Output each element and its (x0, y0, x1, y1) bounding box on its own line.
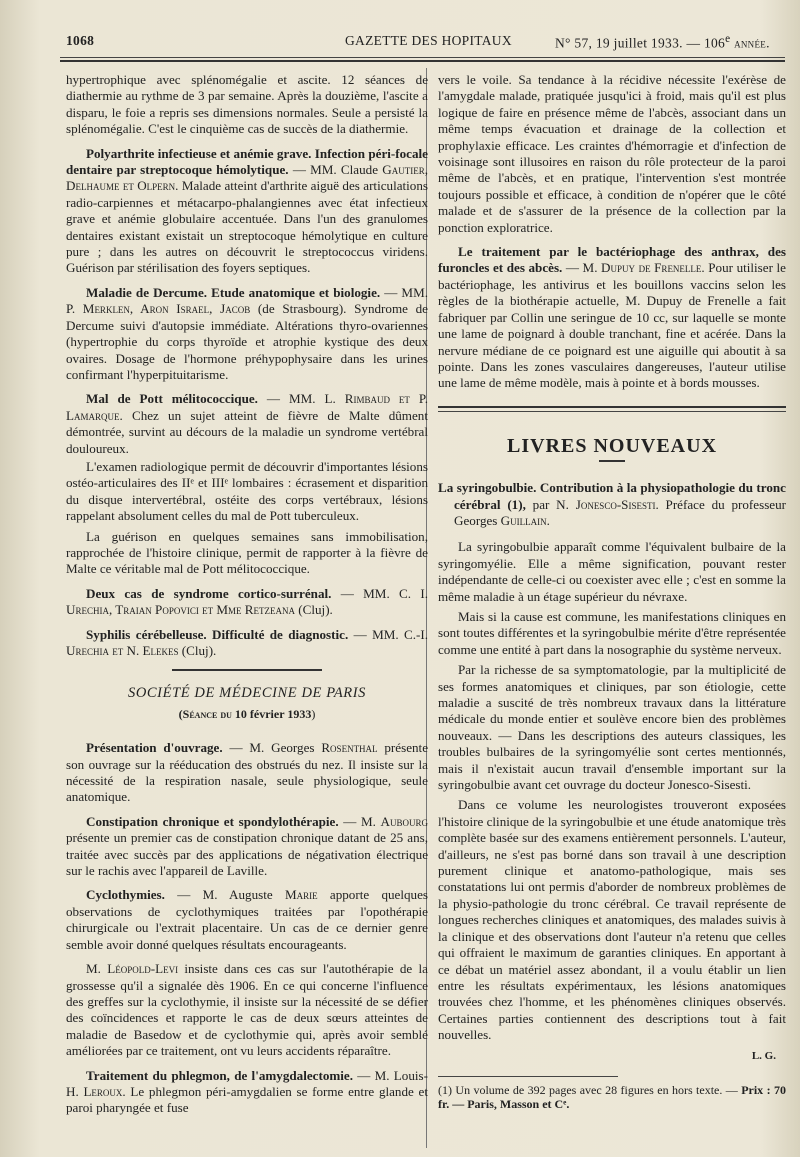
article-title: Traitement du phlegmon, de l'amygdalectomie. (86, 1067, 354, 1083)
article-title: Cyclothymies. (86, 887, 165, 903)
review-paragraph: Mais si la cause est commune, les manifestations cliniques en sont toutes différentes et la syringobulbie mérite d'être représentée comme une entité à part dans la nosographie du système nerveux. (438, 608, 786, 657)
authors-intro: — M. Auguste (164, 887, 285, 903)
header-rule-thick (60, 60, 785, 62)
session-label: (Séance du (178, 706, 235, 721)
authors-intro: — MM. Claude (288, 162, 383, 178)
article-authors: Leroux. (83, 1083, 126, 1099)
authors-intro: — M. (338, 813, 381, 829)
article-entry (66, 627, 428, 660)
footnote-text: (1) Un volume de 392 pages avec 28 figures en hors texte. — (438, 1082, 742, 1097)
book-preface-author: Guillain. (500, 512, 550, 528)
heading-underline (599, 460, 625, 462)
section-heading: LIVRES NOUVEAUX (506, 434, 718, 457)
article-text: apporte quelques observations de cyclothymiques traitées par l'opothérapie chirurgicale ou l'extrait placentaire. Un cas de ce dernier genre semble avoir donné quelques résultats encourageants. (66, 887, 428, 952)
authors-intro: — M. (562, 260, 602, 276)
review-paragraph: Par la richesse de sa symptomatologie, par la multiplicité de ses formes anatomiques et cliniques, par son étiologie, cette maladie a suscité de très nombreux travaux dans la littérature médicale du monde entier et soulève encore bien des problèmes nouveaux. — Dans les descriptions des auteurs classiques, les troubles bulbaires de la syringomyélie sont certes mentionnés, mais il n'existait aucun travail d'ensemble important sur la syringobulbie avant cet ouvrage du docteur Jonesco-Sisesti. (438, 662, 786, 793)
article-entry (66, 285, 428, 383)
article-text: Malade atteint d'arthrite aiguë des articulations radio-carpiennes et métacarpo-phalangiennes avec état infectieux grave et anémie globulaire accentuée. Dans l'un des granulomes dentaires existant existait un streptocoque hémolytique en culture pure ; dans les autres on découvrit le streptococcus viridens. Guérison par stérilisation des foyers septiques. (66, 178, 428, 276)
book-by: par N. (525, 496, 576, 512)
book-title-entry (438, 480, 786, 529)
reviewer-signature: L. G. (751, 1049, 776, 1062)
right-column (438, 72, 786, 1111)
article-text: (Cluj). (295, 602, 333, 618)
article-title: Mal de Pott mélitococcique. (86, 391, 258, 407)
authors-intro: — MM. C. I. (331, 585, 428, 601)
authors-intro: — MM. P. (66, 284, 428, 317)
article-authors: Urechia et N. Elekes (66, 643, 179, 658)
session-date: 10 février 1933 (234, 706, 312, 721)
article-title: Syphilis cérébelleuse. Difficulté de diagnostic. (86, 626, 349, 642)
journal-title: GAZETTE DES HOPITAUX (345, 33, 512, 48)
session-end: ) (311, 706, 316, 721)
book-title: La syringobulbie. Contribution à la physiopathologie du tronc cérébral (1), (438, 480, 786, 512)
article-title: Présentation d'ouvrage. (86, 740, 223, 756)
footnote-rule (438, 1076, 618, 1077)
article-title: Constipation chronique et spondylothérapie. (86, 813, 339, 829)
header-rule (60, 57, 785, 58)
authors-intro: — M. Georges (222, 740, 322, 756)
section-double-rule (438, 406, 786, 412)
page-number: 1068 (66, 33, 95, 48)
issue-line (555, 33, 770, 52)
article-title: Polyarthrite infectieuse et anémie grave. Infection péri-focale dentaire par streptocoque hémolytique. (66, 145, 428, 178)
article-authors: Rimbaud et P. Lamarque. (66, 391, 428, 423)
issue-number: N° 57, 19 juillet 1933. — 106 (555, 35, 726, 51)
article-authors: Urechia, Traian Popovici et Mme Retzeana (66, 602, 295, 618)
article-title: Maladie de Dercume. Etude anatomique et biologie. (86, 284, 381, 300)
issue-year-word: année. (734, 35, 770, 51)
society-heading: SOCIÉTÉ DE MÉDECINE DE PARIS (127, 685, 367, 702)
article-entry (66, 586, 428, 619)
issue-sup: e (725, 33, 731, 45)
review-paragraph: La syringobulbie apparaît comme l'équivalent bulbaire de la syringomyélie. Elle a même signification, pouvant rester indépendante de celle-ci ou coexister avec elle ; c'est en somme la même maladie à un étage supérieur du névraxe. (438, 539, 786, 604)
article-text: (de Strasbourg). Syndrome de Dercume suivi d'autopsie immédiate. Altérations thyro-ovariennes (hypertrophie du corps thyroïde et atrophie kystique des deux ovaires. Dosage de l'hormone préhypophysaire dans les urines confirmant l'hyperpituitarisme. (66, 301, 428, 382)
authors-intro: — M. Louis-H. (66, 1067, 428, 1099)
section-divider (172, 669, 322, 671)
article-authors: Dupuy de Frenelle. (601, 260, 705, 276)
article-text: (Cluj). (178, 643, 217, 658)
article-authors: Léopold-Levi (107, 961, 179, 977)
article-authors: Gautier, Delhaume et Olpern. (66, 162, 428, 194)
article-authors: Marie (284, 887, 318, 903)
article-text: présente son ouvrage sur la rééducation des obstrués du nez. Il insiste sur la nécessité de la respiration nasale, seule physiologique, seule anatomique. (66, 740, 429, 805)
footnote-price: Prix : 70 fr. — Paris, Masson et Cᵉ. (438, 1082, 786, 1111)
article-text: Pour utiliser le bactériophage, les antivirus et les bouillons vaccins selon les règles de la biothérapie actuelle, M. Dupuy de Frenelle a fait fabriquer par Collin une seringue de 10 cc, sur laquelle se monte une lame de poignard à double tranchant, fine et acérée. Dans la nervure médiane de ce poignard est une aiguille qui aboutit à sa pointe. Dans les zones vasculaires dangereuses, l'auteur utilise une lame de même modèle, mais à pointe et à bords mousses. (438, 260, 786, 391)
authors-intro: M. (86, 961, 108, 977)
book-preface: Préface du professeur Georges (454, 496, 787, 528)
article-entry (66, 1068, 428, 1117)
footnote (438, 1083, 786, 1111)
article-entry (66, 961, 428, 1059)
article-entry (438, 244, 786, 392)
article-paragraph: L'examen radiologique permit de découvrir d'importantes lésions ostéo-articulaires des IIᵉ et IIIᵉ lombaires : écrasement et disparition du disque intervertébral, ostéite des corps vertébraux, lésions rappelant absolument celles du mal de Pott tuberculeux. (66, 458, 428, 524)
article-text: Le phlegmon péri-amygdalien se forme entre glande et paroi pharyngée et fuse (66, 1083, 428, 1116)
article-text: insiste dans ces cas sur l'autothérapie de la grossesse qu'il a signalée dès 1906. En ce qui concerne l'influence des greffes sur la cyclothymie, il insiste sur la nécessité de se défier des coïncidences et rapporte le cas de deux sœurs atteintes de maladie de Basedow et de cyclothymie qui, après avoir semblé améliorées par ce traitement, ont vu leurs accidents réparaître. (66, 961, 428, 1059)
authors-intro: — MM. L. (257, 391, 345, 407)
left-column (66, 72, 428, 1125)
article-authors: Rosenthal (321, 740, 378, 756)
article-entry (66, 814, 428, 880)
article-paragraph: vers le voile. Sa tendance à la récidive nécessite l'exérèse de l'amygdale malade, pratiquée jusqu'ici à froid, mais qu'il est plus logique de faire en présence même de l'abcès, associant dans un même temps évacuation et drainage de la collection et prophylaxie efficace. Les craintes d'hémorragie et d'infection de voisinage sont illusoires en raison du rôle protecteur de la paroi même de l'abcès, et en pratique, l'intervention s'est montrée toujours possible et efficace, à condition de n'opérer que le côté malade et de s'assurer de la présence de la collection par la ponction exploratrice. (438, 72, 786, 235)
article-title: Le traitement par le bactériophage des anthrax, des furoncles et des abcès. (438, 244, 786, 276)
article-authors: Merklen, Aron Israel, Jacob (82, 301, 251, 317)
authors-intro: — MM. C.-I. (348, 626, 428, 642)
article-entry (66, 740, 428, 806)
running-header (60, 30, 785, 54)
article-text: Chez un sujet atteint de fièvre de Malte dûment démontrée, survint au décours de la maladie un syndrome vertébral douloureux. (66, 407, 428, 456)
article-paragraph: La guérison en quelques semaines sans immobilisation, rapprochée de l'histoire clinique, permit de rapporter à la fièvre de Malte ce véritable mal de Pott mélitococcique. (66, 528, 428, 577)
book-author: Jonesco-Sisesti. (575, 496, 659, 512)
session-date-line (66, 706, 428, 722)
article-entry (66, 391, 428, 457)
article-paragraph: hypertrophique avec splénomégalie et ascite. 12 séances de diathermie au rythme de 3 par semaine. Après la douzième, l'ascite a disparu, le foie a repris ses dimensions normales. Seule a persisté la splénomégalie. C'est le cinquième cas de succès de la diathermie. (66, 72, 428, 137)
article-entry (66, 887, 428, 953)
article-entry (66, 146, 428, 277)
article-text: présente un premier cas de constipation chronique datant de 25 ans, traitée avec succès par des applications de négativation électrique sur le rachis avec l'appareil de Laville. (66, 830, 428, 879)
article-title: Deux cas de syndrome cortico-surrénal. (86, 585, 332, 601)
review-paragraph: Dans ce volume les neurologistes trouveront exposées l'histoire clinique de la syringobulbie et une étude anatomique très complète basée sur des examens entièrement personnels. L'auteur, d'ailleurs, ne s'est pas borné dans son travail à une description purement clinique et anatomo-pathologique, mais ses constatations lui ont permis d'aborder de nombreux problèmes de la physio-pathologie du tronc cérébral. Ce travail représente de longues recherches cliniques et anatomiques, des malades suivis à la clinique et des observations dont l'auteur n'a retenu que celles qui offraient le maximum de garanties cliniques. En apportant à ce débat un matériel assez abondant, il a voulu établir un lien entre les résultats expérimentaux, les lésions anatomiques trouvées chez l'homme, et les phénomènes cliniques observés. Certaines parties contiennent des descriptions tout à fait nouvelles. (438, 797, 786, 1043)
article-authors: Aubourg (380, 813, 428, 829)
